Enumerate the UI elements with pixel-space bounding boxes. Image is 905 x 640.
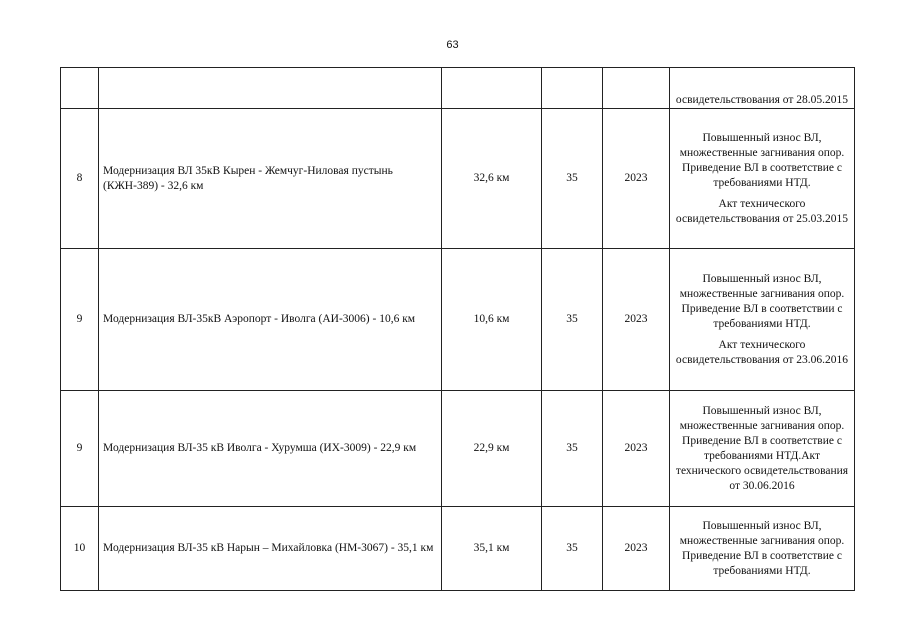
length-cell: 10,6 км [442,249,542,391]
row-number-cell: 9 [61,391,99,507]
reason-cell [670,391,855,507]
reason-cell [670,109,855,249]
table-row [61,249,855,391]
length-cell: 22,9 км [442,391,542,507]
reason-paragraph: Повышенный износ ВЛ, множественные загнивания опор. Приведение ВЛ в соответствие с требованиями НТД. [679,519,845,577]
voltage-cell [542,68,603,109]
length-cell [442,68,542,109]
reason-paragraph: Повышенный износ ВЛ, множественные загнивания опор. Приведение ВЛ в соответствии с требованиями НТД. [679,272,845,330]
year-cell: 2023 [603,507,670,591]
voltage-cell: 35 [542,507,603,591]
reason-cell [670,507,855,591]
reason-paragraph: Повышенный износ ВЛ, множественные загнивания опор. Приведение ВЛ в соответствие с требованиями НТД. [679,131,845,189]
year-cell [603,68,670,109]
length-cell: 35,1 км [442,507,542,591]
page-number: 63 [446,39,459,51]
reason-cell [670,68,855,109]
table-row [61,109,855,249]
object-name-cell: Модернизация ВЛ-35 кВ Иволга - Хурумша (ИХ-3009) - 22,9 км [99,391,442,507]
table-row [61,391,855,507]
row-number-cell: 9 [61,249,99,391]
object-name-cell: Модернизация ВЛ-35кВ Аэропорт - Иволга (АИ-3006) - 10,6 км [99,249,442,391]
reason-paragraph: Акт технического освидетельствования от 23.06.2016 [675,338,849,366]
object-name-cell: Модернизация ВЛ-35 кВ Нарын – Михайловка (НМ-3067) - 35,1 км [99,507,442,591]
year-cell: 2023 [603,109,670,249]
modernization-table [60,67,855,591]
voltage-cell: 35 [542,391,603,507]
length-cell: 32,6 км [442,109,542,249]
object-name-cell: Модернизация ВЛ 35кВ Кырен - Жемчуг-Ниловая пустынь (КЖН-389) - 32,6 км [99,109,442,249]
object-name-cell [99,68,442,109]
table-row [61,507,855,591]
row-number-cell [61,68,99,109]
voltage-cell: 35 [542,109,603,249]
table-row [61,68,855,109]
reason-cell [670,249,855,391]
voltage-cell: 35 [542,249,603,391]
row-number-cell: 10 [61,507,99,591]
reason-paragraph: Акт технического освидетельствования от 25.03.2015 [675,197,849,225]
reason-paragraph: Повышенный износ ВЛ, множественные загнивания опор. Приведение ВЛ в соответствие с требованиями НТД.Акт технического освидетельствования от 30.06.2016 [675,404,849,492]
year-cell: 2023 [603,249,670,391]
table-body [61,68,855,591]
reason-paragraph: освидетельствования от 28.05.2015 [675,94,849,106]
year-cell: 2023 [603,391,670,507]
row-number-cell: 8 [61,109,99,249]
